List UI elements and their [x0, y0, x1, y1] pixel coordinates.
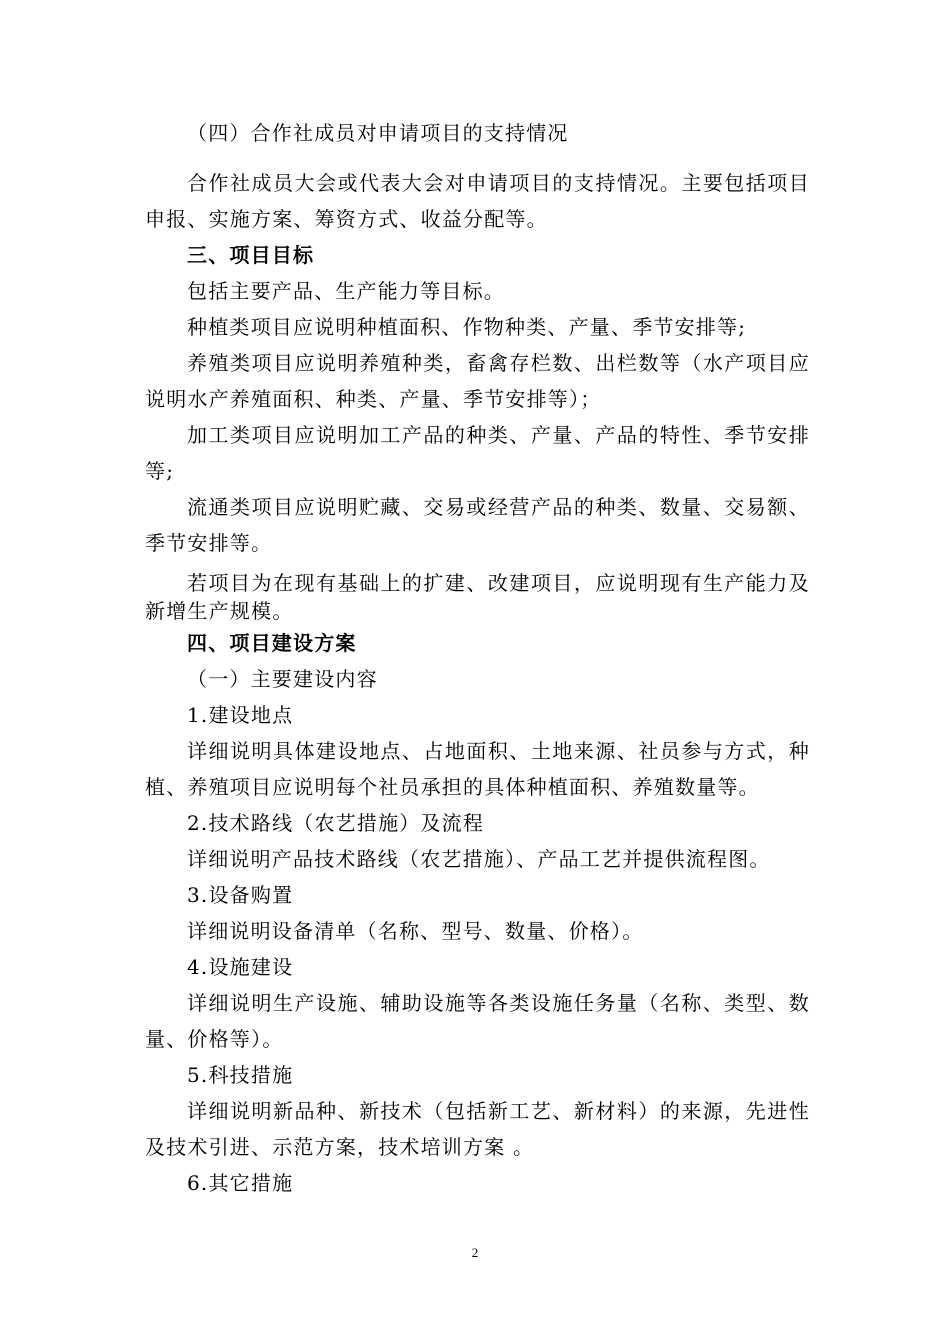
item-heading-4: 4.设施建设	[187, 955, 294, 979]
paragraph-science-measures: 详细说明新品种、新技术（包括新工艺、新材料）的来源，先进性及技术引进、示范方案，技术培训方案 。	[145, 1099, 810, 1159]
document-body	[145, 115, 810, 1201]
paragraph-equipment: 详细说明设备清单（名称、型号、数量、价格）。	[187, 919, 644, 943]
section-heading-4: 四、项目建设方案	[187, 631, 357, 655]
item-heading-1: 1.建设地点	[187, 703, 294, 727]
section-heading-3: 三、项目目标	[187, 243, 315, 267]
paragraph-processing: 加工类项目应说明加工产品的种类、产量、产品的特性、季节安排等;	[145, 423, 810, 483]
paragraph-member-support: 合作社成员大会或代表大会对申请项目的支持情况。主要包括项目申报、实施方案、筹资方式、收益分配等。	[145, 171, 810, 231]
page-number: 2	[471, 1245, 479, 1260]
item-heading-5: 5.科技措施	[187, 1063, 294, 1087]
paragraph-planting: 种植类项目应说明种植面积、作物种类、产量、季节安排等;	[187, 315, 747, 339]
paragraph-goals: 包括主要产品、生产能力等目标。	[187, 279, 505, 303]
paragraph-circulation: 流通类项目应说明贮藏、交易或经营产品的种类、数量、交易额、季节安排等。	[145, 495, 810, 555]
paragraph-facilities: 详细说明生产设施、辅助设施等各类设施任务量（名称、类型、数量、价格等）。	[145, 991, 810, 1051]
item-heading-3: 3.设备购置	[187, 883, 294, 907]
paragraph-technology: 详细说明产品技术路线（农艺措施）、产品工艺并提供流程图。	[187, 847, 771, 871]
paragraph-breeding: 养殖类项目应说明养殖种类，畜禽存栏数、出栏数等（水产项目应说明水产养殖面积、种类、产量、季节安排等）；	[145, 351, 810, 411]
paragraph-expansion: 若项目为在现有基础上的扩建、改建项目，应说明现有生产能力及新增生产规模。	[145, 571, 810, 623]
subsection-heading-1: （一）主要建设内容	[187, 667, 378, 691]
item-heading-6: 6.其它措施	[187, 1171, 294, 1195]
paragraph-location: 详细说明具体建设地点、占地面积、土地来源、社员参与方式，种植、养殖项目应说明每个社员承担的具体种植面积、养殖数量等。	[145, 739, 810, 799]
subsection-heading-4: （四）合作社成员对申请项目的支持情况	[187, 121, 569, 145]
item-heading-2: 2.技术路线（农艺措施）及流程	[187, 811, 485, 835]
